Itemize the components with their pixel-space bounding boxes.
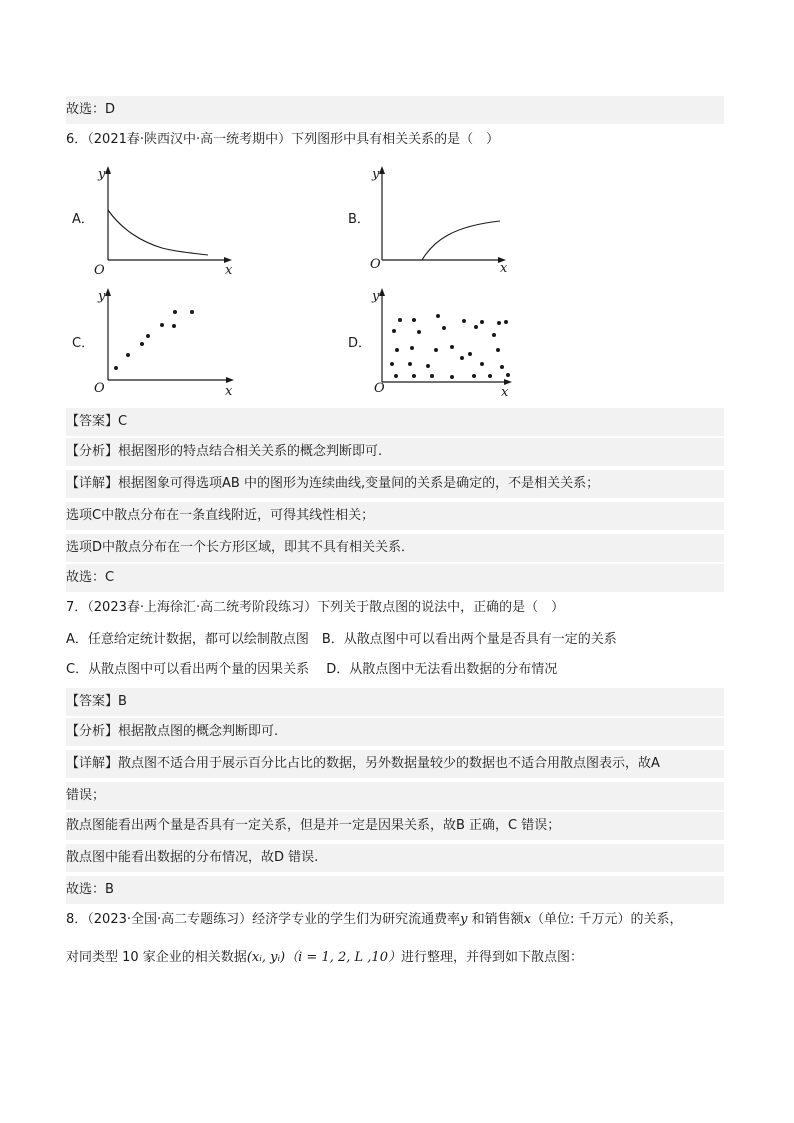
q8-stem-1b: 和销售额 — [471, 912, 524, 927]
q6-option-c-label: C． — [72, 336, 95, 351]
scatter-point — [146, 334, 150, 338]
scatter-point — [472, 374, 476, 378]
x-axis-label: x — [501, 385, 509, 400]
x-axis-arrow — [226, 377, 234, 383]
q7-analysis: 【分析】根据散点图的概念判断即可. — [66, 718, 724, 746]
q6-plot-b — [366, 164, 516, 279]
origin-label: O — [94, 263, 105, 278]
origin-label: O — [370, 257, 381, 272]
scatter-point — [462, 319, 466, 323]
var-y: y — [460, 912, 468, 927]
q6-detail-1: 【详解】根据图象可得选项AB 中的图形为连续曲线,变量间的关系是确定的，不是相关关系； — [66, 470, 724, 498]
q7-options-cd: C．从散点图中可以看出两个量的因果关系 D．从散点图中无法看出数据的分布情况 — [66, 662, 558, 677]
q6-option-b-label: B． — [348, 212, 370, 227]
scatter-point — [160, 323, 164, 327]
scatter-point — [140, 342, 144, 346]
q6-detail-2: 选项C中散点分布在一条直线附近，可得其线性相关； — [66, 502, 724, 530]
q7-detail-1b: 错误； — [66, 782, 724, 810]
scatter-point — [434, 348, 438, 352]
q8-stem-2a: 对同类型 10 家企业的相关数据 — [66, 950, 247, 965]
scatter-point — [392, 329, 396, 333]
scatter-point — [417, 330, 421, 334]
data-pair: (xᵢ, yᵢ) — [246, 950, 286, 965]
q6-stem: 6．（2021春·陕西汉中·高一统考期中）下列图形中具有相关关系的是（ ） — [66, 132, 500, 147]
scatter-point — [126, 353, 130, 357]
var-x: x — [523, 912, 531, 927]
origin-label: O — [94, 381, 105, 396]
scatter-point — [398, 318, 402, 322]
x-axis-label: x — [500, 261, 508, 276]
q7-answer: 【答案】B — [66, 688, 724, 716]
x-axis-label: x — [225, 263, 233, 278]
origin-label: O — [374, 381, 385, 396]
q7-detail-1: 【详解】散点图不适合用于展示百分比占比的数据，另外数据量较少的数据也不适合用散点图表示，故A — [66, 750, 724, 778]
index-range: （i = 1, 2, L ,10） — [285, 950, 401, 965]
scatter-point — [114, 366, 118, 370]
q7-detail-2: 散点图能看出两个量是否具有一定关系，但是并一定是因果关系，故B 正确，C 错误； — [66, 812, 724, 840]
scatter-point — [442, 326, 446, 330]
q6-detail-3: 选项D中散点分布在一个长方形区域，即其不具有相关关系． — [66, 534, 724, 562]
scatter-point — [488, 374, 492, 378]
y-axis-label: y — [98, 167, 106, 182]
scatter-point — [412, 318, 416, 322]
q7-options-ab: A．任意给定统计数据，都可以绘制散点图 B．从散点图中可以看出两个量是否具有一定的关系 — [66, 632, 617, 647]
y-axis-label: y — [372, 167, 380, 182]
q8-stem-line-2 — [66, 944, 724, 972]
q5-conclusion: 故选：D — [66, 96, 724, 124]
scatter-point — [506, 373, 510, 377]
q6-plot-d — [366, 286, 526, 401]
q8-stem-1c: （单位: 千万元）的关系， — [530, 912, 683, 927]
scatter-point — [390, 362, 394, 366]
q6-option-d-label: D． — [348, 336, 372, 351]
q6-plot-a — [92, 164, 242, 279]
x-axis-label: x — [225, 384, 233, 399]
scatter-points-uniform — [390, 314, 510, 379]
q7-stem: 7．（2023春·上海徐汇·高二统考阶段练习）下列关于散点图的说法中，正确的是（ ） — [66, 600, 565, 615]
scatter-point — [497, 321, 501, 325]
y-axis-arrow — [105, 166, 111, 174]
scatter-point — [172, 324, 176, 328]
scatter-point — [394, 374, 398, 378]
scatter-point — [436, 314, 440, 318]
scatter-point — [450, 375, 454, 379]
q6-plot-c — [92, 286, 242, 401]
scatter-point — [480, 362, 484, 366]
scatter-point — [430, 374, 434, 378]
y-axis-arrow — [105, 288, 111, 296]
scatter-point — [450, 345, 454, 349]
scatter-point — [395, 348, 399, 352]
scatter-points-linear — [114, 310, 194, 370]
scatter-point — [492, 333, 496, 337]
q6-analysis: 【分析】根据图形的特点结合相关关系的概念判断即可. — [66, 438, 724, 466]
y-axis-arrow — [379, 166, 385, 174]
y-axis-arrow — [379, 288, 385, 296]
scatter-point — [468, 352, 472, 356]
scatter-point — [412, 374, 416, 378]
scatter-point — [173, 310, 177, 314]
q8-stem-1a: 8．（2023·全国·高二专题练习）经济学专业的学生们为研究流通费率 — [66, 912, 461, 927]
scatter-point — [496, 348, 500, 352]
decreasing-curve — [108, 210, 208, 255]
scatter-point — [410, 346, 414, 350]
q7-detail-3: 散点图中能看出数据的分布情况，故D 错误. — [66, 844, 724, 872]
scatter-point — [408, 362, 412, 366]
q6-option-a-label: A． — [72, 212, 94, 227]
scatter-point — [460, 356, 464, 360]
scatter-point — [426, 364, 430, 368]
q8-stem-2b: 进行整理，并得到如下散点图： — [400, 950, 583, 965]
scatter-point — [474, 325, 478, 329]
y-axis-label: y — [372, 289, 380, 304]
scatter-point — [500, 365, 504, 369]
y-axis-label: y — [98, 289, 106, 304]
scatter-point — [480, 320, 484, 324]
q8-stem-line-1 — [66, 906, 724, 934]
scatter-point — [504, 320, 508, 324]
scatter-point — [190, 310, 194, 314]
q6-conclusion: 故选：C — [66, 564, 724, 592]
q6-answer: 【答案】C — [66, 408, 724, 436]
increasing-curve — [422, 221, 500, 260]
q7-conclusion: 故选：B — [66, 876, 724, 904]
